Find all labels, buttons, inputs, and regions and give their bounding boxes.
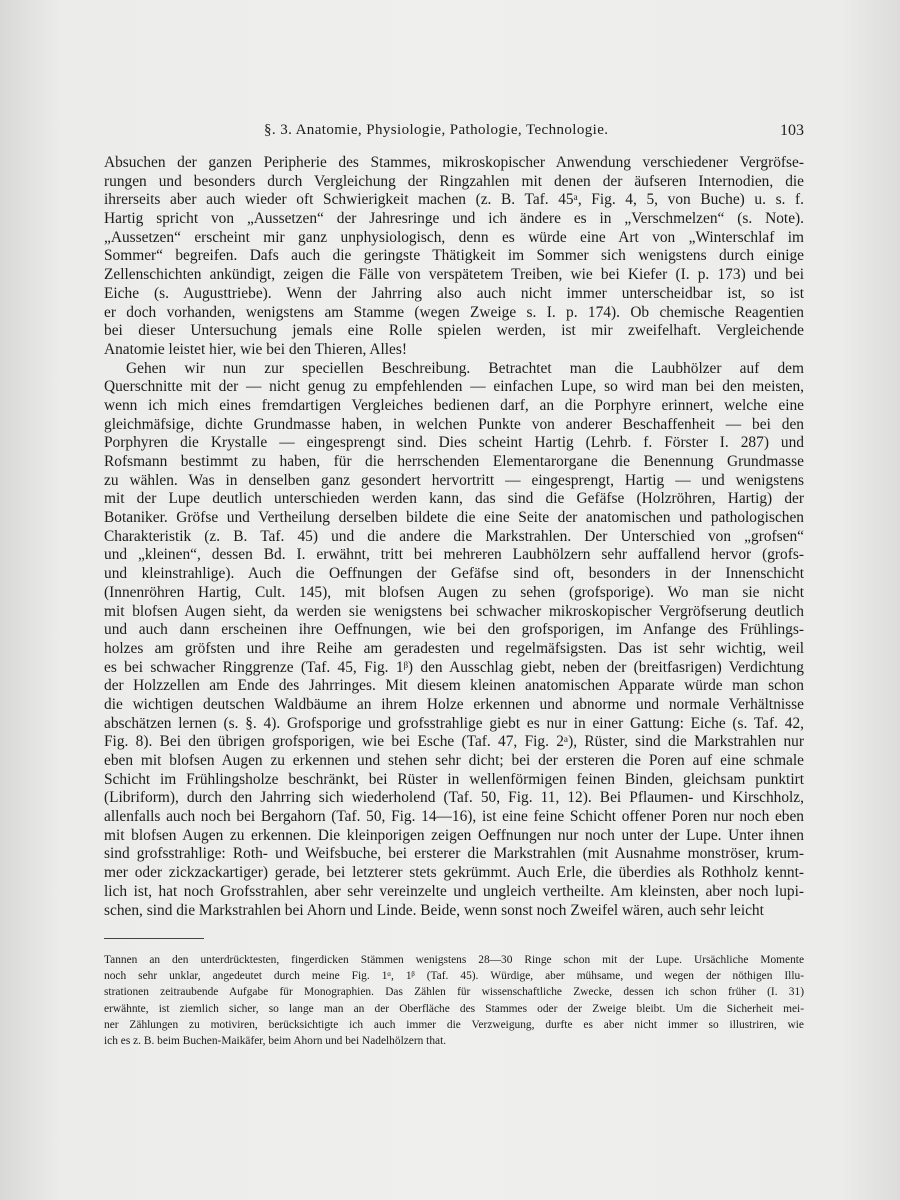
text-line: (Libriform), durch den Jahrring sich wiederholend (Taf. 50, Fig. 11, 12). Bei Pflaumen- und Kirschholz, xyxy=(104,789,804,807)
text-line: er doch vorhanden, wenigstens am Stamme (wegen Zweige s. I. p. 174). Ob chemische Reagentien xyxy=(104,303,804,321)
text-line: gleichmäfsige, dichte Grundmasse haben, in welchen Punkte von anderer Beschaffenheit — bei den xyxy=(104,415,804,433)
text-line: Fig. 8). Bei den übrigen grofsporigen, wie bei Esche (Taf. 47, Fig. 2ᵃ), Rüster, sind die Markstrahlen nur xyxy=(104,733,804,751)
text-line: und „kleinen“, dessen Bd. I. erwähnt, tritt bei mehreren Laubhölzern sehr auffallend hervor (grofs- xyxy=(104,546,804,564)
text-line: mit blofsen Augen zu erkennen. Die kleinporigen zeigen Oeffnungen nur noch unter der Lupe. Unter ihnen xyxy=(104,826,804,844)
footnote xyxy=(104,952,804,1049)
text-line: Botaniker. Gröfse und Vertheilung derselben bildete die eine Seite der anatomischen und pathologischen xyxy=(104,509,804,527)
text-line: Gehen wir nun zur speciellen Beschreibung. Betrachtet man die Laubhölzer auf dem xyxy=(126,359,804,377)
text-line: (Innenröhren Hartig, Cult. 145), mit blofsen Augen zu sehen (grofsporige). Wo man sie nicht xyxy=(104,583,804,601)
text-line: Rofsmann bestimmt zu haben, für die herrschenden Elementarorgane die Benennung Grundmasse xyxy=(104,453,804,470)
page-number: 103 xyxy=(780,122,804,139)
text-line: sind grofsstrahlige: Roth- und Weifsbuche, bei ersterer die Markstrahlen (mit Ausnahme monströser, krum- xyxy=(104,845,804,863)
text-line: allenfalls auch noch bei Bergahorn (Taf. 50, Fig. 14—16), ist eine feine Schicht offener Poren nur noch eben xyxy=(104,808,804,826)
text-line: die wichtigen deutschen Waldbäume an ihrem Holze erkennen und abnorme und normale Verhältnisse xyxy=(104,695,804,713)
text-line: Charakteristik (z. B. Taf. 45) und die andere die Markstrahlen. Der Unterschied von „grofsen“ xyxy=(104,527,804,545)
text-line: Absuchen der ganzen Peripherie des Stammes, mikroskopischer Anwendung verschiedener Vergröfse- xyxy=(104,154,804,171)
footnote-line: strationen zeitraubende Aufgabe für Monographien. Das Zählen für wissenschaftliche Zwecke, dessen ich schon früher (I. 31) xyxy=(104,986,804,999)
footnote-line: erwähnte, ist ziemlich sicher, so lange man an der Oberfläche des Stammes oder der Zweige bleibt. Um die Sicherheit mei- xyxy=(104,1002,804,1015)
footnote-line: noch sehr unklar, angedeutet durch meine Fig. 1ᵅ, 1ᵝ (Taf. 45). Würdige, aber mühsame, und wegen der nöthigen Illu- xyxy=(104,970,804,983)
text-line: es bei schwacher Ringgrenze (Taf. 45, Fig. 1ᵝ) den Ausschlag giebt, neben der (breitfasrigen) Verdichtung xyxy=(104,658,804,676)
text-line: Porphyren die Krystalle — eingesprengt sind. Dies scheint Hartig (Lehrb. f. Förster I. 287) und xyxy=(104,434,804,452)
text-line: abschätzen lernen (s. §. 4). Grofsporige und grofsstrahlige giebt es nur in einer Gattung: Eiche (s. Taf. 42, xyxy=(104,714,804,732)
section-title: §. 3. Anatomie, Physiologie, Pathologie, Technologie. xyxy=(264,122,609,138)
text-line: Zellenschichten ankündigt, zeigen die Fälle von verspätetem Treiben, wie bei Kiefer (I. p. 173) und bei xyxy=(104,266,804,284)
text-line: Schicht im Frühlingsholze beschränkt, bei Rüster in wellenförmigen feinen Binden, gleichsam punktirt xyxy=(104,770,804,788)
text-line: Eiche (s. Augusttriebe). Wenn der Jahrring also auch nicht immer unterscheidbar ist, so ist xyxy=(104,284,804,302)
text-line: holzes am gröfsten und ihre Reihe am geradesten und regelmäfsigsten. Das ist sehr wichtig, weil xyxy=(104,639,804,657)
text-line: wenn ich mich eines fremdartigen Vergleiches bedienen darf, an die Porphyre erinnert, welche eine xyxy=(104,396,804,414)
text-line: Hartig spricht von „Aussetzen“ der Jahresringe und ich ändere es in „Verschmelzen“ (s. Note). xyxy=(104,210,804,228)
text-line: mit der Lupe deutlich unterschieden werden kann, das sind die Gefäfse (Holzröhren, Hartig) der xyxy=(104,490,804,508)
footnote-line: ner Zählungen zu motiviren, berücksichtigte ich auch immer die Verzweigung, durfte es aber nicht immer so illustriren, wie xyxy=(104,1018,804,1031)
text-line: „Aussetzen“ erscheint mir ganz unphysiologisch, denn es würde eine Art von „Winterschlaf im xyxy=(104,228,804,246)
text-line: ihrerseits aber auch wieder oft Schwierigkeit machen (z. B. Taf. 45ᵃ, Fig. 4, 5, von Buche) u. s. f. xyxy=(104,191,804,209)
text-line: zu wählen. Was in denselben ganz gesondert hervortritt — eingesprengt, Hartig — und wenigstens xyxy=(104,471,804,489)
text-line: der Holzzellen am Ende des Jahrringes. Mit diesem kleinen anatomischen Apparate würde man schon xyxy=(104,677,804,695)
text-line: und auch dann erscheinen ihre Oeffnungen, wie bei den grofsporigen, im Anfange des Frühlings- xyxy=(104,621,804,639)
text-line: mer oder zickzackartiger) gerade, bei letzterer stets gekrümmt. Auch Erle, die überdies als Rothholz kennt- xyxy=(104,864,804,882)
text-line: Anatomie leistet hier, wie bei den Thieren, Alles! xyxy=(104,340,407,358)
text-line: mit blofsen Augen sieht, da werden sie wenigstens bei schwacher mikroskopischer Vergröfserung deutlich xyxy=(104,602,804,620)
running-header xyxy=(104,122,804,144)
text-line: und kleinstrahlige). Auch die Oeffnungen der Gefäfse sind oft, besonders in der Innenschicht xyxy=(104,565,804,583)
footnote-rule xyxy=(104,938,204,939)
main-text xyxy=(104,154,804,920)
text-line: rungen und besonders durch Vergleichung der Ringzahlen mit denen der äufseren Internodien, die xyxy=(104,172,804,190)
text-line: schen, sind die Markstrahlen bei Ahorn und Linde. Beide, wenn sonst noch Zweifel wären, auch sehr leicht xyxy=(104,901,764,919)
footnote-line: ich es z. B. beim Buchen-Maikäfer, beim Ahorn und bei Nadelhölzern that. xyxy=(104,1034,447,1047)
footnote-line: Tannen an den unterdrücktesten, fingerdicken Stämmen wenigstens 28—30 Ringe schon mit der Lupe. Ursächliche Momente xyxy=(104,954,804,966)
text-line: bei dieser Untersuchung jemals eine Rolle spielen werden, ist mir zweifelhaft. Vergleichende xyxy=(104,322,804,340)
text-line: Sommer“ begreifen. Dafs auch die geringste Thätigkeit im Sommer sich wenigstens durch einige xyxy=(104,247,804,265)
text-line: eben mit blofsen Augen zu erkennen und stehen sehr dicht; bei der ersteren die Poren auf eine schmale xyxy=(104,752,804,769)
text-line: lich ist, hat noch Grofsstrahlen, aber sehr vereinzelte und ungleich vertheilte. Am kleinsten, aber noch lupi- xyxy=(104,882,804,900)
text-line: Querschnitte mit der — nicht genug zu empfehlenden — einfachen Lupe, so wird man bei den meisten, xyxy=(104,378,804,396)
